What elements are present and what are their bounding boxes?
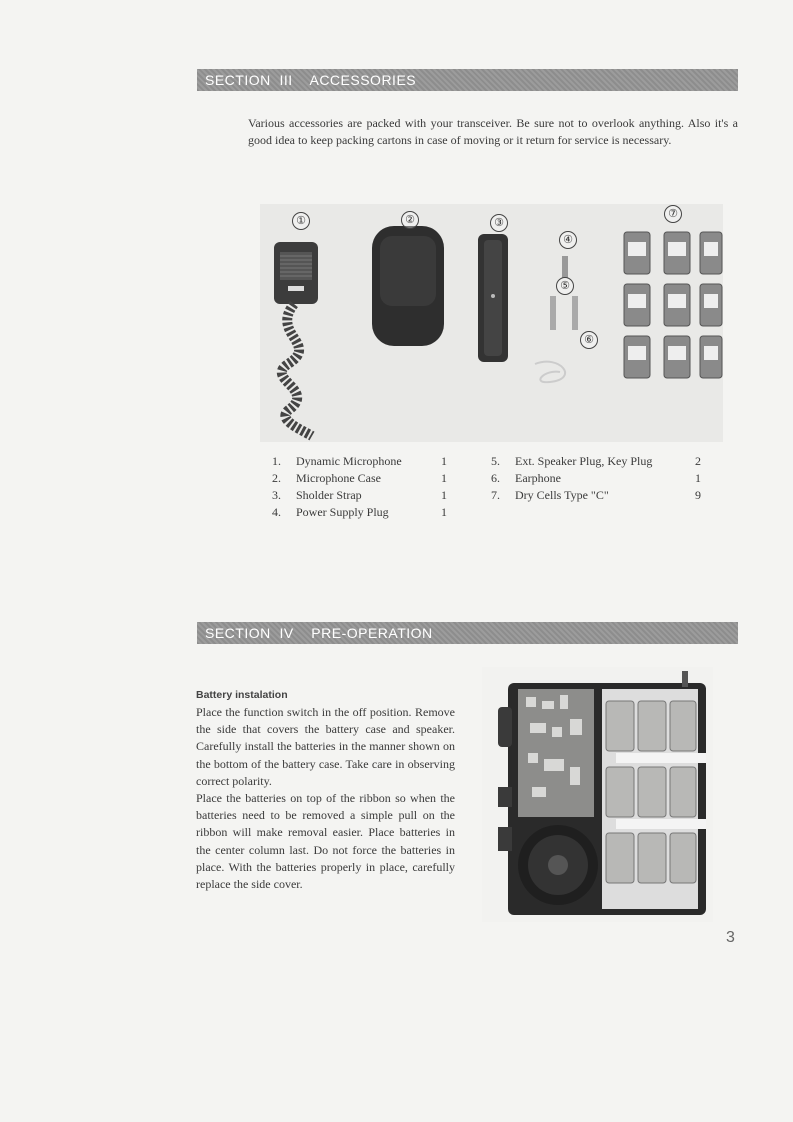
list-item: 6. Earphone 1 xyxy=(491,471,701,485)
list-item: 7. Dry Cells Type "C" 9 xyxy=(491,488,701,502)
callout-7: ⑦ xyxy=(664,205,682,223)
accessories-list-left xyxy=(272,453,452,521)
callout-4: ④ xyxy=(559,231,577,249)
section-3-header xyxy=(197,69,738,91)
battery-paragraph-2: Place the batteries on top of the ribbon so when the batteries need to be removed a simple pull on the ribbon will make removal easier. Place batteries in the center column last. Do not force the batteries in place. With the batteries properly in place, carefully replace the side cover. xyxy=(196,791,455,892)
battery-compartment-photo xyxy=(482,667,713,922)
section-4-number: SECTION IV xyxy=(205,625,294,641)
section-4-title: PRE-OPERATION xyxy=(311,625,433,641)
section-3-number: SECTION III xyxy=(205,72,293,88)
callout-5: ⑤ xyxy=(556,277,574,295)
page-number: 3 xyxy=(726,929,735,946)
list-item: 2. Microphone Case 1 xyxy=(272,471,447,485)
callout-2: ② xyxy=(401,211,419,229)
callout-1: ① xyxy=(292,212,310,230)
list-item: 5. Ext. Speaker Plug, Key Plug 2 xyxy=(491,454,701,468)
callout-6: ⑥ xyxy=(580,331,598,349)
battery-installation-text xyxy=(196,704,455,893)
battery-installation-heading: Battery instalation xyxy=(196,689,288,701)
section-3-title: ACCESSORIES xyxy=(309,72,417,88)
section-4-header xyxy=(197,622,738,644)
callout-3: ③ xyxy=(490,214,508,232)
list-item: 1. Dynamic Microphone 1 xyxy=(272,454,447,468)
accessories-photo xyxy=(260,204,723,442)
list-item: 3. Sholder Strap 1 xyxy=(272,488,447,502)
list-item: 4. Power Supply Plug 1 xyxy=(272,505,447,519)
accessories-list-right xyxy=(491,453,711,504)
accessories-intro: Various accessories are packed with your transceiver. Be sure not to overlook anything. Also it's a good idea to keep packing cartons in case of moving or it return for service is necessary. xyxy=(248,116,738,147)
battery-paragraph-1: Place the function switch in the off position. Remove the side that covers the battery case and speaker. Carefully install the batteries in the manner shown on the bottom of the battery case. Take care in observing correct polarity. xyxy=(196,705,455,788)
